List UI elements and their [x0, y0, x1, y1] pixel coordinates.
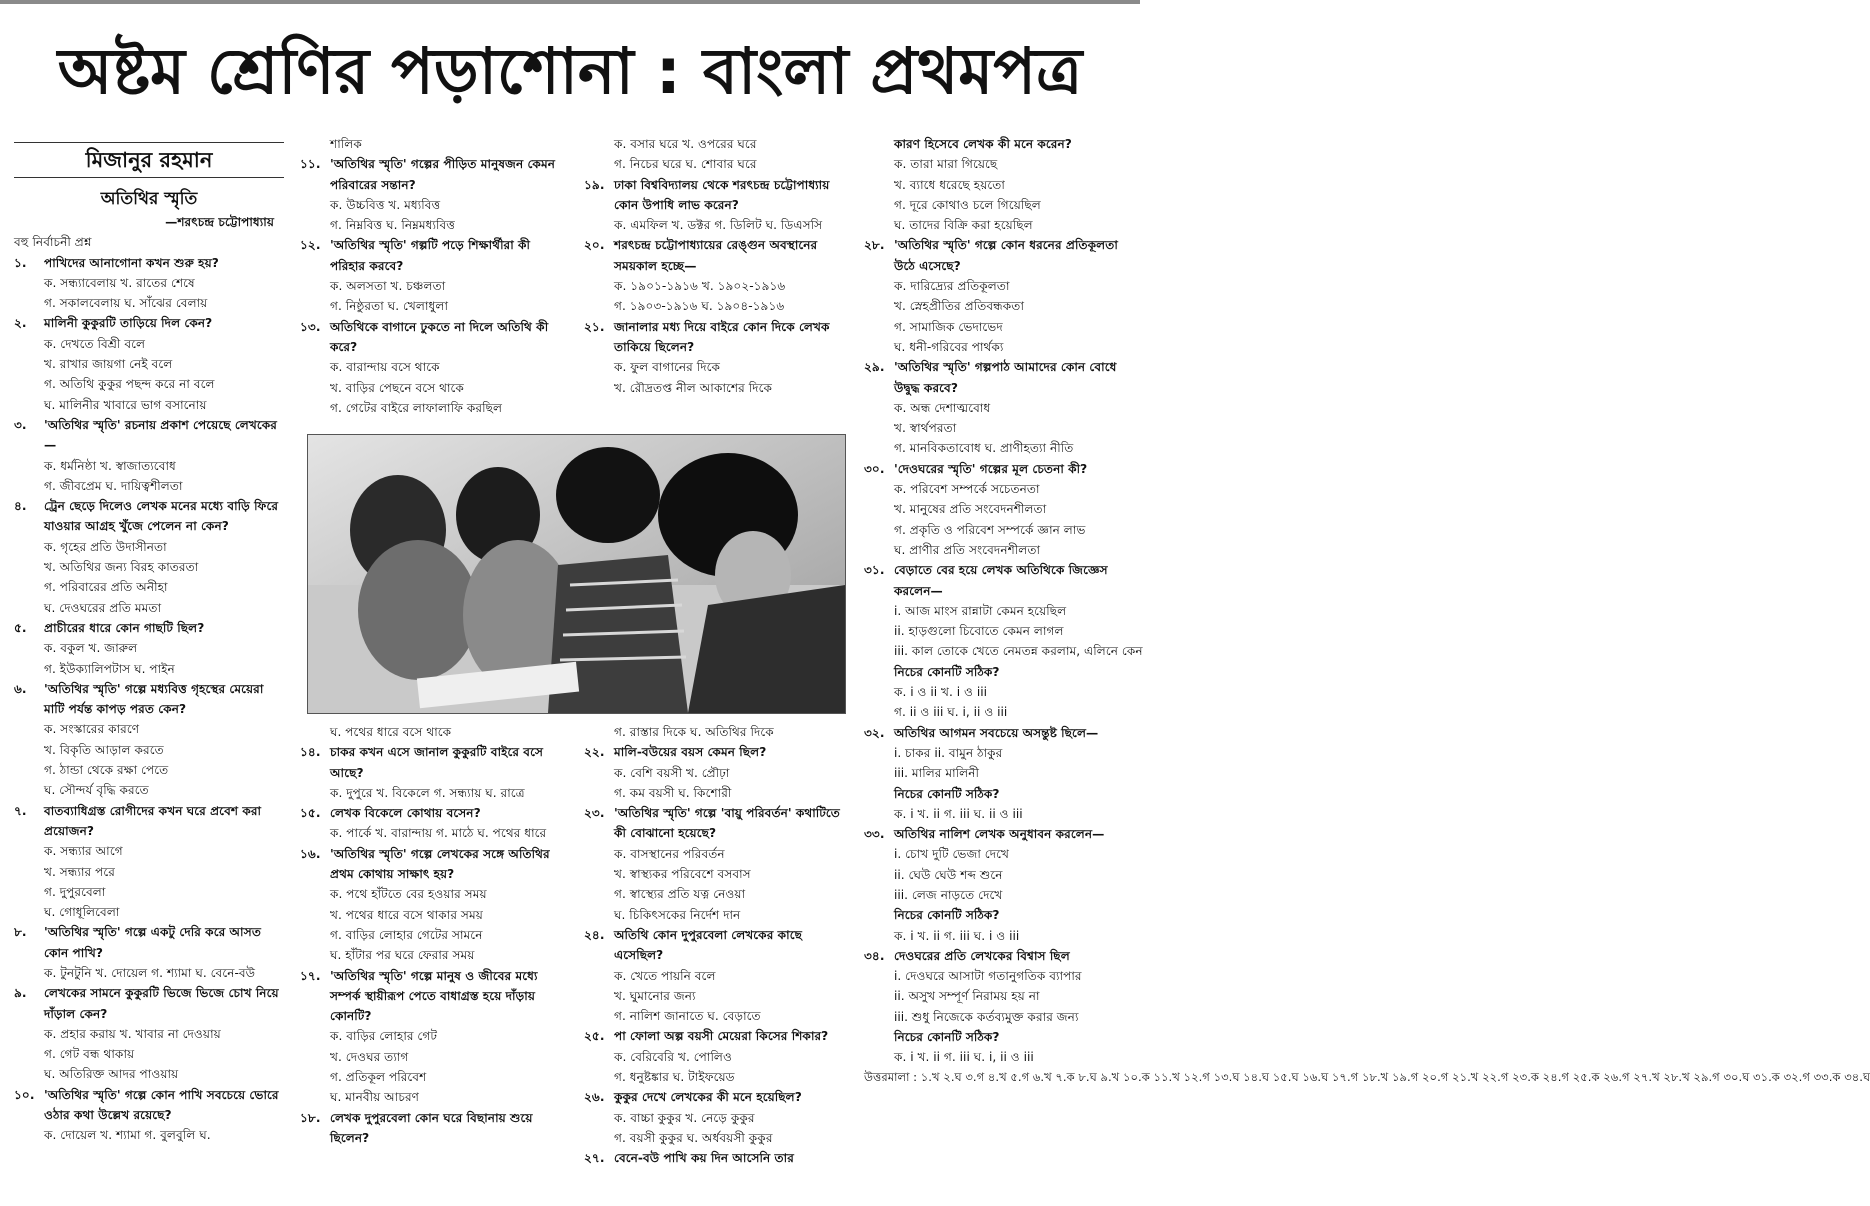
question [584, 1087, 846, 1107]
answer-choice: গ. ii ও iii ঘ. i, ii ও iii [894, 705, 1008, 720]
option-line: গ. স্বাস্থ্যের প্রতি যত্ন নেওয়া [614, 887, 746, 902]
option-line: খ. রৌদ্রতপ্ত নীল আকাশের দিকে [614, 380, 773, 395]
option-line: ক. পথে হাঁটতে বের হওয়ার সময় [330, 887, 487, 902]
option-line: গ. রাস্তার দিকে ঘ. অতিথির দিকে [614, 725, 774, 739]
question-text: অতিথি কোন দুপুরবেলা লেখকের কাছে এসেছিল? [614, 927, 802, 963]
answer-choice: ক. i খ. ii গ. iii ঘ. ii ও iii [894, 806, 1023, 821]
option-line: শালিক [330, 137, 362, 151]
question-number: ২৪. [584, 927, 605, 942]
question-text: প্রাচীরের ধারে কোন গাছটি ছিল? [44, 620, 205, 635]
question-text: 'অতিথির স্মৃতি' গল্পটি পড়ে শিক্ষার্থীরা কী পরিহার করবে? [330, 238, 531, 273]
option-line: ঘ. পথের ধারে বসে থাকে [330, 725, 452, 739]
option-line: গ. অতিথি কুকুর পছন্দ করে না বলে [44, 377, 215, 392]
option-line: গ. গেট বন্ধ থাকায় [44, 1047, 135, 1062]
column-1 [14, 132, 284, 1146]
option-line: ক. পরিবেশ সম্পর্কে সচেতনতা [894, 482, 1040, 497]
question-number: ৩. [14, 417, 27, 432]
answer-choice: ক. i খ. ii গ. iii ঘ. i ও iii [894, 928, 1020, 943]
question-number: ১৬. [300, 846, 321, 861]
option-line: ক. তারা মারা গিয়েছে [894, 157, 998, 172]
option-line: ক. বাড়ির লোহার গেট [330, 1029, 438, 1044]
question-text: 'অতিথির স্মৃতি' গল্পপাঠ আমাদের কোন বোধে উদ্বুদ্ধ করবে? [894, 360, 1117, 395]
question-text: পাখিদের আনাগোনা কখন শুরু হয়? [44, 255, 219, 270]
option-line: ক. সংস্কারের কারণে [44, 722, 140, 737]
question [300, 235, 568, 276]
question-text: লেখকের সামনে কুকুরটি ভিজে ভিজে চোখ নিয়ে দাঁড়াল কেন? [44, 986, 279, 1021]
option-line: i. চাকর ii. বামুন ঠাকুর [894, 745, 1003, 760]
option-line: i. চোখ দুটি ভেজা দেখে [894, 847, 1010, 862]
answer-choice: ক. i খ. ii গ. iii ঘ. i, ii ও iii [894, 1050, 1034, 1065]
option-line: গ. ১৯০৩-১৯১৬ ঘ. ১৯০৪-১৯১৬ [614, 299, 785, 314]
question-text: 'অতিথির স্মৃতি' গল্পে কোন পাখি সবচেয়ে ভোরে ওঠার কথা উল্লেখ রয়েছে? [44, 1087, 279, 1123]
question [300, 803, 568, 823]
option-line: ক. দারিদ্র্যের প্রতিকূলতা [894, 279, 1010, 294]
option-line: ক. সন্ধ্যাবেলায় খ. রাতের শেষে [44, 275, 195, 290]
question [584, 803, 846, 844]
question-number: ৭. [14, 803, 27, 818]
question [300, 1108, 568, 1149]
option-line: গ. ধনুষ্টঙ্কার ঘ. টাইফয়েড [614, 1070, 735, 1085]
question-text: মালি-বউয়ের বয়স কেমন ছিল? [614, 745, 767, 760]
question [14, 801, 284, 842]
option-line: গ. নিষ্ঠুরতা ঘ. খেলাধুলা [330, 299, 448, 314]
option-line: গ. প্রতিকূল পরিবেশ [330, 1070, 427, 1085]
question [864, 357, 1132, 398]
question-number: ৬. [14, 681, 27, 696]
question-text: জানালার মধ্য দিয়ে বাইরে কোন দিকে লেখক তাকিয়ে ছিলেন? [614, 319, 830, 354]
question [584, 235, 846, 276]
question-number: ১৮. [300, 1110, 321, 1125]
option-line: খ. পথের ধারে বসে থাকার সময় [330, 907, 483, 922]
question [864, 560, 1132, 601]
question-text: 'অতিথির স্মৃতি' গল্পে 'বায়ু পরিবর্তন' কথাটিতে কী বোঝানো হয়েছে? [614, 806, 840, 841]
question-text: ট্রেন ছেড়ে দিলেও লেখক মনের মধ্যে বাড়ি ফিরে যাওয়ার আগ্রহ খুঁজে পেলেন না কেন? [44, 499, 279, 534]
option-line: ক. ১৯০১-১৯১৬ খ. ১৯০২-১৯১৬ [614, 279, 786, 294]
option-line: গ. সামাজিক ভেদাভেদ [894, 319, 1003, 334]
option-line: ক. দেখতে বিশ্রী বলে [44, 336, 146, 351]
option-line: গ. জীবপ্রেম ঘ. দায়িত্বশীলতা [44, 478, 183, 493]
question-text: অতিথিকে বাগানে ঢুকতে না দিলে অতিথি কী করে? [330, 319, 549, 354]
option-line: ক. বসার ঘরে খ. ওপরের ঘরে [614, 137, 757, 151]
students-photo [307, 434, 846, 714]
question-number: ২৬. [584, 1090, 605, 1105]
option-line: i. আজ মাংস রান্নাটা কেমন হয়েছিল [894, 603, 1067, 618]
story-writer: —শরৎচন্দ্র চট্টোপাধ্যায় [165, 215, 274, 229]
option-line: ঘ. চিকিৎসকের নির্দেশ দান [614, 907, 741, 922]
question [14, 618, 284, 638]
answer-choice: ক. i ও ii খ. i ও iii [894, 685, 988, 700]
option-line: ক. উচ্চবিত্ত খ. মধ্যবিত্ত [330, 197, 441, 212]
option-line: ক. দোয়েল খ. শ্যামা গ. বুলবুলি ঘ. [44, 1128, 211, 1143]
story-title: অতিথির স্মৃতি [100, 189, 198, 209]
question [14, 1085, 284, 1126]
section-label: বহু নির্বাচনী প্রশ্ন [14, 235, 92, 250]
question [864, 235, 1132, 276]
option-line: খ. স্বার্থপরতা [894, 421, 957, 436]
question-text: পা ফোলা অল্প বয়সী মেয়েরা কিসের শিকার? [614, 1029, 829, 1044]
question [584, 925, 846, 966]
question [864, 946, 1132, 966]
option-line: ক. বাসস্থানের পরিবর্তন [614, 846, 725, 861]
question [14, 313, 284, 333]
question-text: কুকুর দেখে লেখকের কী মনে হয়েছিল? [614, 1090, 802, 1105]
question [864, 459, 1132, 479]
question-text: 'দেওঘরের স্মৃতি' গল্পের মূল চেতনা কী? [894, 461, 1088, 476]
option-line: ক. বাচ্চা কুকুর খ. নেড়ে কুকুর [614, 1110, 755, 1125]
option-line: খ. বাড়ির পেছনে বসে থাকে [330, 380, 464, 395]
option-line: ক. বেরিবেরি খ. পোলিও [614, 1049, 732, 1064]
question [584, 1026, 846, 1046]
option-line: খ. অতিথির জন্য বিরহ কাতরতা [44, 560, 199, 575]
question [864, 824, 1132, 844]
question-text: লেখক দুপুরবেলা কোন ঘরে বিছানায় শুয়ে ছিলেন? [330, 1110, 533, 1145]
question-number: ২. [14, 316, 27, 331]
option-line: গ. সকালবেলায় ঘ. সাঁঝের বেলায় [44, 296, 208, 311]
option-line: গ. বাড়ির লোহার গেটের সামনে [330, 927, 483, 942]
question [14, 496, 284, 537]
option-line: খ. মানুষের প্রতি সংবেদনশীলতা [894, 502, 1047, 517]
option-line: খ. দেওঘর ত্যাগ [330, 1049, 409, 1064]
option-line: iii. কাল তোকে খেতে নেমতন্ন করলাম, এলিনে কেন [894, 644, 1143, 659]
question-number [864, 134, 894, 154]
option-line: গ. নিম্নবিত্ত ঘ. নিম্নমধ্যবিত্ত [330, 218, 455, 233]
correct-prompt: নিচের কোনটি সঠিক? [894, 786, 1000, 801]
option-line: ii. ঘেউ ঘেউ শব্দ শুনে [894, 867, 1003, 882]
question-text: 'অতিথির স্মৃতি' গল্পে লেখকের সঙ্গে অতিথির প্রথম কোথায় সাক্ষাৎ হয়? [330, 846, 550, 882]
question-text: শরৎচন্দ্র চট্টোপাধ্যায়ের রেঙ্গুন অবস্থানের সময়কাল হচ্ছে— [614, 238, 818, 273]
question-text: 'অতিথির স্মৃতি' গল্পের পীড়িত মানুষজন কেমন পরিবারের সন্তান? [330, 157, 555, 192]
question-number: ২৫. [584, 1029, 605, 1044]
question [300, 317, 568, 358]
question-text: ঢাকা বিশ্ববিদ্যালয় থেকে শরৎচন্দ্র চট্টোপাধ্যায় কোন উপাধি লাভ করেন? [614, 177, 830, 212]
option-line: গ. মানবিকতাবোধ ঘ. প্রাণীহত্যা নীতি [894, 441, 1074, 456]
column-3-bottom [584, 722, 846, 1169]
question-number: ১৪. [300, 745, 321, 760]
question-text: 'অতিথির স্মৃতি' গল্পে কোন ধরনের প্রতিকূলতা উঠে এসেছে? [894, 238, 1118, 273]
question-text: 'অতিথির স্মৃতি' গল্পে মানুষ ও জীবের মধ্যে সম্পর্ক স্থায়ীরূপ পেতে বাধাগ্রস্ত হয়ে দাঁড়ায় কোনটি? [330, 968, 538, 1024]
option-line: খ. ঘুমানোর জন্য [614, 988, 696, 1003]
option-line: ক. ফুল বাগানের দিকে [614, 360, 721, 375]
option-line: ক. পার্কে খ. বারান্দায় গ. মাঠে ঘ. পথের ধারে [330, 826, 547, 841]
question-number: ৪. [14, 499, 27, 514]
correct-prompt: নিচের কোনটি সঠিক? [894, 664, 1000, 679]
question [864, 134, 1132, 154]
column-2-bottom [300, 722, 568, 1148]
question-text: 'অতিথির স্মৃতি' রচনায় প্রকাশ পেয়েছে লেখকের— [44, 417, 277, 453]
option-line: গ. পরিবারের প্রতি অনীহা [44, 580, 168, 595]
option-line: গ. নিচের ঘরে ঘ. শোবার ঘরে [614, 157, 757, 172]
question [300, 966, 568, 1027]
option-line: গ. বয়সী কুকুর ঘ. অর্ধবয়সী কুকুর [614, 1130, 773, 1145]
option-line: গ. দুপুরবেলা [44, 884, 106, 899]
option-line: ক. দুপুরে খ. বিকেলে গ. সন্ধ্যায় ঘ. রাত্রে [330, 785, 525, 800]
question [584, 1148, 846, 1168]
option-line: গ. ঠান্ডা থেকে রক্ষা পেতে [44, 763, 169, 778]
option-line: ii. হাড়গুলো চিবোতে কেমন লাগল [894, 624, 1064, 639]
option-line: iii. মালির মালিনী [894, 766, 979, 781]
question [300, 844, 568, 885]
option-line: ক. অন্ধ দেশাত্মবোধ [894, 400, 991, 415]
question-text: 'অতিথির স্মৃতি' গল্পে একটু দেরি করে আসত কোন পাখি? [44, 925, 261, 960]
option-line: গ. গেটের বাইরে লাফালাফি করছিল [330, 400, 503, 415]
option-line: ঘ. গোধূলিবেলা [44, 905, 120, 920]
question-number: ২৯. [864, 360, 885, 375]
option-line: ঘ. মালিনীর খাবারে ভাগ বসানোয় [44, 397, 207, 412]
column-4 [864, 134, 1870, 1086]
question-number: ৩০. [864, 461, 885, 476]
correct-prompt: নিচের কোনটি সঠিক? [894, 1030, 1000, 1045]
column-2-top [300, 134, 568, 418]
question-text: 'অতিথির স্মৃতি' গল্পে মধ্যবিত্ত গৃহস্থের মেয়েরা মাটি পর্যন্ত কাপড় পরত কেন? [44, 681, 264, 717]
option-line: খ. স্বাস্থ্যকর পরিবেশে বসবাস [614, 867, 751, 882]
top-rule [0, 0, 1140, 4]
question-number: ২৩. [584, 806, 605, 821]
option-line: খ. বিকৃতি আড়াল করতে [44, 742, 164, 757]
option-line: ক. ধর্মনিষ্ঠা খ. স্বাজাত্যবোধ [44, 458, 176, 473]
option-line: খ. সন্ধ্যার পরে [44, 864, 115, 879]
option-line: ক. এমফিল খ. ডক্টর গ. ডিলিট ঘ. ডিএসসি [614, 218, 823, 233]
option-line: ঘ. ধনী-গরিবের পার্থক্য [894, 339, 1004, 354]
option-line: ঘ. হাঁটার পর ঘরে ফেরার সময় [330, 948, 475, 963]
question-text: বেড়াতে বের হয়ে লেখক অতিথিকে জিজ্ঞেস করলেন— [894, 563, 1108, 598]
question [14, 253, 284, 273]
option-line: খ. ব্যাধে ধরেছে হয়তো [894, 177, 1005, 192]
question-text: অতিথির আগমন সবচেয়ে অসন্তুষ্ট ছিলে— [894, 725, 1099, 740]
question [300, 154, 568, 195]
option-line: ঘ. সৌন্দর্য বৃদ্ধি করতে [44, 783, 149, 798]
question-number: ৩২. [864, 725, 885, 740]
question-number: ১. [14, 255, 27, 270]
option-line: খ. রাখার জায়গা নেই বলে [44, 357, 173, 372]
question-text: লেখক বিকেলে কোথায় বসেন? [330, 806, 481, 821]
question-number: ১২. [300, 238, 321, 253]
option-line: ঘ. প্রাণীর প্রতি সংবেদনশীলতা [894, 542, 1041, 557]
question-number: ১৯. [584, 177, 605, 192]
question [14, 922, 284, 963]
question-number: ২১. [584, 319, 605, 334]
author-name: মিজানুর রহমান [14, 142, 284, 178]
question-text: বাতব্যাধিগ্রস্ত রোগীদের কখন ঘরে প্রবেশ করা প্রয়োজন? [44, 803, 262, 838]
question [584, 742, 846, 762]
question [300, 742, 568, 783]
question-text: দেওঘরের প্রতি লেখকের বিশ্বাস ছিল [894, 948, 1070, 963]
option-line: iii. লেজ নাড়তে দেখে [894, 887, 1003, 902]
question-text: বেনে-বউ পাখি কয় দিন আসেনি তার [614, 1151, 794, 1166]
option-line: গ. প্রকৃতি ও পরিবেশ সম্পর্কে জ্ঞান লাভ [894, 522, 1086, 537]
question-text: কারণ হিসেবে লেখক কী মনে করেন? [894, 137, 1072, 151]
option-line: iii. শুধু নিজেকে কর্তব্যমুক্ত করার জন্য [894, 1009, 1079, 1024]
column-3-top [584, 134, 846, 398]
question-number: ১৭. [300, 968, 321, 983]
option-line: গ. নালিশ জানাতে ঘ. বেড়াতে [614, 1009, 761, 1024]
question-number: ৮. [14, 925, 27, 940]
option-line: ক. খেতে পায়নি বলে [614, 968, 716, 983]
option-line: ক. গৃহের প্রতি উদাসীনতা [44, 539, 167, 554]
option-line: ii. অসুখ সম্পূর্ণ নিরাময় হয় না [894, 989, 1040, 1004]
question [584, 317, 846, 358]
question-number: ১৫. [300, 806, 321, 821]
question-number: ২৮. [864, 238, 885, 253]
question-number: ৩১. [864, 563, 885, 578]
option-line: ক. প্রহার করায় খ. খাবার না দেওয়ায় [44, 1026, 221, 1041]
question [864, 723, 1132, 743]
question-number: ১৩. [300, 319, 321, 334]
option-line: গ. ইউক্যালিপটাস ঘ. পাইন [44, 661, 175, 676]
question-number: ২৭. [584, 1151, 605, 1166]
question [14, 983, 284, 1024]
option-line: ক. অলসতা খ. চঞ্চলতা [330, 279, 446, 294]
question-number: ১০. [14, 1087, 35, 1102]
option-line: ঘ. অতিরিক্ত আদর পাওয়ায় [44, 1067, 179, 1082]
answer-key: উত্তরমালা : ১.খ ২.ঘ ৩.গ ৪.খ ৫.গ ৬.খ ৭.ক ৮.ঘ ৯.খ ১০.ক ১১.খ ১২.গ ১৩.ঘ ১৪.ঘ ১৫.ঘ ১৬.ঘ ১৭.গ ১৮.খ ১৯.গ ২০.গ ২১.খ ২২.গ ২৩.ক ২৪.গ ২৫.ক ২৬.গ ২৭.খ ২৮.খ ২৯.গ ৩০.ঘ ৩১.ক ৩২.গ ৩৩.ক ৩৪.ঘ [864, 1069, 1870, 1084]
option-line: গ. দূরে কোথাও চলে গিয়েছিল [894, 197, 1041, 212]
question-number: ১১. [300, 157, 321, 172]
question-text: অতিথির নালিশ লেখক অনুধাবন করলেন— [894, 827, 1105, 842]
option-line: ক. টুনটুনি খ. দোয়েল গ. শ্যামা ঘ. বেনে-বউ [44, 965, 256, 980]
question-number: ৯. [14, 986, 27, 1001]
question [14, 679, 284, 720]
option-line: ক. সন্ধ্যার আগে [44, 844, 123, 859]
option-line: ঘ. তাদের বিক্রি করা হয়েছিল [894, 218, 1033, 233]
question-text: চাকর কখন এসে জানাল কুকুরটি বাইরে বসে আছে? [330, 745, 544, 780]
option-line: ঘ. দেওঘরের প্রতি মমতা [44, 600, 162, 615]
option-line: ক. বেশি বয়সী খ. প্রৌঢ়া [614, 765, 730, 780]
option-line: i. দেওঘরে আসাটা গতানুগতিক ব্যাপার [894, 969, 1082, 984]
page-headline: অষ্টম শ্রেণির পড়াশোনা : বাংলা প্রথমপত্র [57, 35, 1083, 108]
question-number: ৫. [14, 620, 27, 635]
question-number: ২০. [584, 238, 605, 253]
option-line: খ. স্নেহপ্রীতির প্রতিবন্ধকতা [894, 299, 1024, 314]
option-line: গ. কম বয়সী ঘ. কিশোরী [614, 785, 732, 800]
option-line: ক. বারান্দায় বসে থাকে [330, 360, 440, 375]
question-number: ৩৩. [864, 827, 885, 842]
question-number: ৩৪. [864, 948, 885, 963]
question-number: ২২. [584, 745, 605, 760]
option-line: ঘ. মানবীয় আচরণ [330, 1090, 420, 1105]
question-text: মালিনী কুকুরটি তাড়িয়ে দিল কেন? [44, 316, 213, 331]
question [584, 175, 846, 216]
correct-prompt: নিচের কোনটি সঠিক? [894, 908, 1000, 923]
option-line: ক. বকুল খ. জারুল [44, 641, 138, 656]
question [14, 415, 284, 456]
